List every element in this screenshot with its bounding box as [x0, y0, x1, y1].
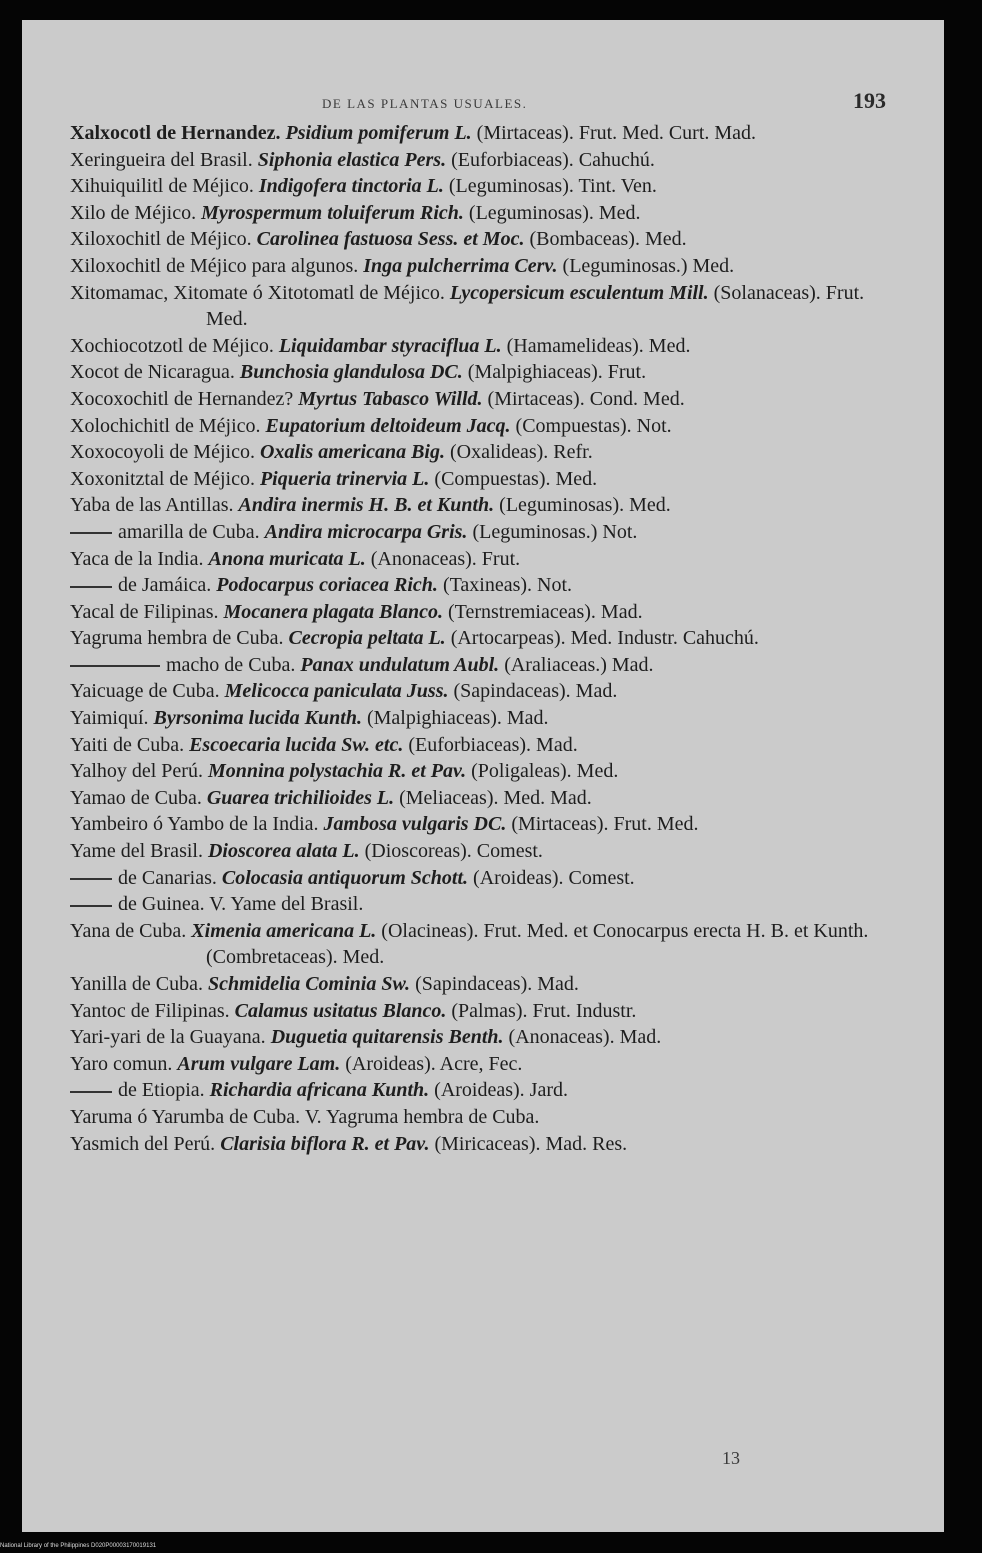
ditto-dash	[70, 665, 160, 667]
common-name: Yaca de la India.	[70, 547, 204, 570]
common-name: Yana de Cuba.	[70, 919, 187, 942]
common-name: Yasmich del Perú.	[70, 1132, 216, 1155]
common-name: Xiloxochitl de Méjico para algunos.	[70, 254, 359, 277]
glossary-entry	[70, 785, 890, 812]
common-name: Xolochichitl de Méjico.	[70, 414, 261, 437]
scientific-name: Escoecaria lucida Sw. etc.	[189, 733, 404, 756]
family-and-uses: (Sapindaceas). Mad.	[415, 973, 579, 995]
common-name: de Guinea. V. Yame del Brasil.	[118, 893, 364, 916]
running-header	[22, 88, 944, 118]
glossary-entry	[70, 1104, 890, 1131]
family-and-uses: (Dioscoreas). Comest.	[364, 840, 543, 863]
running-title: DE LAS PLANTAS USUALES.	[322, 96, 528, 111]
common-name: Xocot de Nicaragua.	[70, 361, 235, 384]
common-name: Xalxocotl de Hernandez.	[70, 122, 281, 144]
glossary-entry	[70, 625, 890, 652]
family-and-uses: (Leguminosas). Med.	[499, 494, 671, 517]
scientific-name: Inga pulcherrima Cerv.	[363, 254, 558, 277]
scientific-name: Carolinea fastuosa Sess. et Moc.	[256, 228, 525, 251]
glossary-entry	[70, 971, 890, 998]
scientific-name: Monnina polystachia R. et Pav.	[207, 760, 467, 783]
glossary-entry	[70, 386, 890, 413]
common-name: Yambeiro ó Yambo de la India.	[70, 813, 319, 836]
family-and-uses: (Leguminosas.) Not.	[472, 520, 638, 543]
glossary-entry	[70, 546, 890, 573]
scientific-name: Richardia africana Kunth.	[209, 1079, 430, 1102]
family-and-uses: (Meliaceas). Med. Mad.	[399, 786, 592, 809]
scientific-name: Jambosa vulgaris DC.	[323, 813, 507, 836]
common-name: Yame del Brasil.	[70, 840, 203, 863]
common-name: Yaruma ó Yarumba de Cuba. V. Yagruma hembra de Cuba.	[70, 1105, 540, 1128]
family-and-uses: (Miricaceas). Mad. Res.	[434, 1132, 628, 1155]
book-page	[22, 20, 944, 1532]
scientific-name: Duguetia quitarensis Benth.	[270, 1026, 504, 1049]
family-and-uses: (Aroideas). Comest.	[473, 866, 635, 889]
family-and-uses: (Aroideas). Jard.	[434, 1079, 568, 1102]
scientific-name: Colocasia antiquorum Schott.	[221, 866, 469, 889]
common-name: Yaiti de Cuba.	[70, 733, 185, 756]
ditto-dash	[70, 532, 112, 534]
glossary-entry	[70, 865, 890, 892]
family-and-uses: (Solanaceas). Frut. Med.	[206, 281, 865, 331]
scientific-name: Arum vulgare Lam.	[177, 1052, 341, 1075]
scientific-name: Schmidelia Cominia Sw.	[207, 973, 411, 995]
scientific-name: Anona muricata L.	[208, 547, 366, 570]
common-name: Yalhoy del Perú.	[70, 760, 203, 783]
family-and-uses: (Taxineas). Not.	[442, 574, 573, 597]
family-and-uses: (Malpighiaceas). Frut.	[467, 361, 647, 384]
family-and-uses: (Leguminosas). Tint. Ven.	[448, 175, 657, 198]
glossary-entry	[70, 173, 890, 200]
scientific-name: Eupatorium deltoideum Jacq.	[265, 414, 511, 437]
common-name: Xeringueira del Brasil.	[70, 148, 253, 171]
scientific-name: Lycopersicum esculentum Mill.	[449, 281, 709, 304]
glossary-entry	[70, 732, 890, 759]
glossary-entry	[70, 998, 890, 1025]
scientific-name: Podocarpus coriacea Rich.	[216, 574, 438, 597]
family-and-uses: (Artocarpeas). Med. Industr. Cahuchú.	[450, 627, 759, 650]
family-and-uses: (Olacineas). Frut. Med. et Conocarpus erecta H. B. et Kunth. (Combretaceas). Med.	[206, 919, 869, 969]
glossary-entry	[70, 466, 890, 493]
glossary-entries	[70, 120, 890, 1157]
common-name: Yaba de las Antillas.	[70, 494, 234, 517]
common-name: Xilo de Méjico.	[70, 201, 197, 224]
glossary-entry	[70, 918, 890, 971]
scientific-name: Psidium pomiferum L.	[285, 122, 472, 144]
family-and-uses: (Anonaceas). Frut.	[370, 547, 521, 570]
common-name: Xoxonitztal de Méjico.	[70, 467, 255, 490]
glossary-entry	[70, 413, 890, 440]
signature-mark: 13	[722, 1448, 740, 1468]
glossary-entry	[70, 519, 890, 546]
glossary-entry	[70, 280, 890, 333]
common-name: Xiloxochitl de Méjico.	[70, 228, 252, 251]
glossary-entry	[70, 492, 890, 519]
family-and-uses: (Poligaleas). Med.	[471, 760, 619, 783]
scientific-name: Andira microcarpa Gris.	[264, 520, 468, 543]
common-name: Yaimiquí.	[70, 707, 149, 730]
common-name: amarilla de Cuba.	[118, 520, 260, 543]
ditto-dash	[70, 905, 112, 907]
common-name: Xocoxochitl de Hernandez?	[70, 387, 294, 410]
scientific-name: Oxalis americana Big.	[259, 441, 445, 464]
family-and-uses: (Bombaceas). Med.	[529, 228, 687, 251]
family-and-uses: (Compuestas). Not.	[515, 414, 672, 437]
ditto-dash	[70, 586, 112, 588]
family-and-uses: (Leguminosas.) Med.	[562, 254, 735, 277]
common-name: Yaicuage de Cuba.	[70, 680, 220, 703]
family-and-uses: (Euforbiaceas). Mad.	[408, 733, 578, 756]
scientific-name: Panax undulatum Aubl.	[300, 653, 500, 676]
scientific-name: Mocanera plagata Blanco.	[223, 600, 443, 623]
family-and-uses: (Euforbiaceas). Cahuchú.	[451, 148, 655, 171]
glossary-entry	[70, 147, 890, 174]
family-and-uses: (Mirtaceas). Frut. Med. Curt. Mad.	[476, 122, 757, 144]
scientific-name: Bunchosia glandulosa DC.	[239, 361, 463, 384]
glossary-entry	[70, 652, 890, 679]
scientific-name: Myrospermum toluiferum Rich.	[201, 201, 464, 224]
common-name: Xoxocoyoli de Méjico.	[70, 441, 255, 464]
family-and-uses: (Leguminosas). Med.	[468, 201, 641, 224]
glossary-entry	[70, 811, 890, 838]
scientific-name: Calamus usitatus Blanco.	[234, 999, 447, 1022]
glossary-entry	[70, 678, 890, 705]
glossary-entry	[70, 226, 890, 253]
family-and-uses: (Malpighiaceas). Mad.	[366, 707, 549, 730]
family-and-uses: (Aroideas). Acre, Fec.	[345, 1052, 523, 1075]
family-and-uses: (Anonaceas). Mad.	[508, 1026, 662, 1049]
family-and-uses: (Oxalideas). Refr.	[449, 441, 593, 464]
glossary-entry	[70, 333, 890, 360]
glossary-entry	[70, 120, 890, 147]
scientific-name: Cecropia peltata L.	[288, 627, 446, 650]
family-and-uses: (Compuestas). Med.	[434, 467, 598, 490]
scientific-name: Byrsonima lucida Kunth.	[153, 707, 362, 730]
family-and-uses: (Hamamelideas). Med.	[506, 334, 691, 357]
common-name: Yacal de Filipinas.	[70, 600, 219, 623]
glossary-entry	[70, 439, 890, 466]
glossary-entry	[70, 705, 890, 732]
family-and-uses: (Palmas). Frut. Industr.	[451, 999, 637, 1022]
scientific-name: Piqueria trinervia L.	[259, 467, 430, 490]
scientific-name: Siphonia elastica Pers.	[257, 148, 447, 171]
ditto-dash	[70, 878, 112, 880]
scientific-name: Andira inermis H. B. et Kunth.	[238, 494, 495, 517]
family-and-uses: (Araliaceas.) Mad.	[504, 653, 654, 676]
common-name: de Jamáica.	[118, 574, 212, 597]
common-name: Xihuiquilitl de Méjico.	[70, 175, 254, 198]
glossary-entry	[70, 1077, 890, 1104]
ditto-dash	[70, 1091, 112, 1093]
scientific-name: Guarea trichilioides L.	[206, 786, 395, 809]
common-name: Yaro comun.	[70, 1052, 173, 1075]
glossary-entry	[70, 1131, 890, 1158]
common-name: Yamao de Cuba.	[70, 786, 202, 809]
glossary-entry	[70, 200, 890, 227]
common-name: de Canarias.	[118, 866, 217, 889]
glossary-entry	[70, 253, 890, 280]
glossary-entry	[70, 599, 890, 626]
scan-imprint: National Library of the Philippines D020P00003170019131	[0, 1543, 157, 1549]
scientific-name: Indigofera tinctoria L.	[258, 175, 444, 198]
common-name: macho de Cuba.	[166, 653, 296, 676]
common-name: Yanilla de Cuba.	[70, 973, 203, 995]
scientific-name: Myrtus Tabasco Willd.	[298, 387, 483, 410]
common-name: Xitomamac, Xitomate ó Xitotomatl de Méjico.	[70, 281, 445, 304]
common-name: Yari-yari de la Guayana.	[70, 1026, 266, 1049]
common-name: Yagruma hembra de Cuba.	[70, 627, 284, 650]
common-name: Xochiocotzotl de Méjico.	[70, 334, 274, 357]
family-and-uses: (Sapindaceas). Mad.	[453, 680, 618, 703]
scientific-name: Liquidambar styraciflua L.	[278, 334, 502, 357]
family-and-uses: (Mirtaceas). Cond. Med.	[487, 387, 685, 410]
page-number: 193	[853, 88, 886, 113]
common-name: de Etiopia.	[118, 1079, 205, 1102]
scientific-name: Melicocca paniculata Juss.	[224, 680, 449, 703]
family-and-uses: (Mirtaceas). Frut. Med.	[511, 813, 699, 836]
common-name: Yantoc de Filipinas.	[70, 999, 230, 1022]
scientific-name: Clarisia biflora R. et Pav.	[220, 1132, 430, 1155]
scientific-name: Dioscorea alata L.	[207, 840, 360, 863]
glossary-entry	[70, 359, 890, 386]
glossary-entry	[70, 838, 890, 865]
glossary-entry	[70, 1024, 890, 1051]
family-and-uses: (Ternstremiaceas). Mad.	[447, 600, 643, 623]
glossary-entry	[70, 891, 890, 918]
scientific-name: Ximenia americana L.	[191, 919, 377, 942]
glossary-entry	[70, 572, 890, 599]
glossary-entry	[70, 758, 890, 785]
glossary-entry	[70, 1051, 890, 1078]
